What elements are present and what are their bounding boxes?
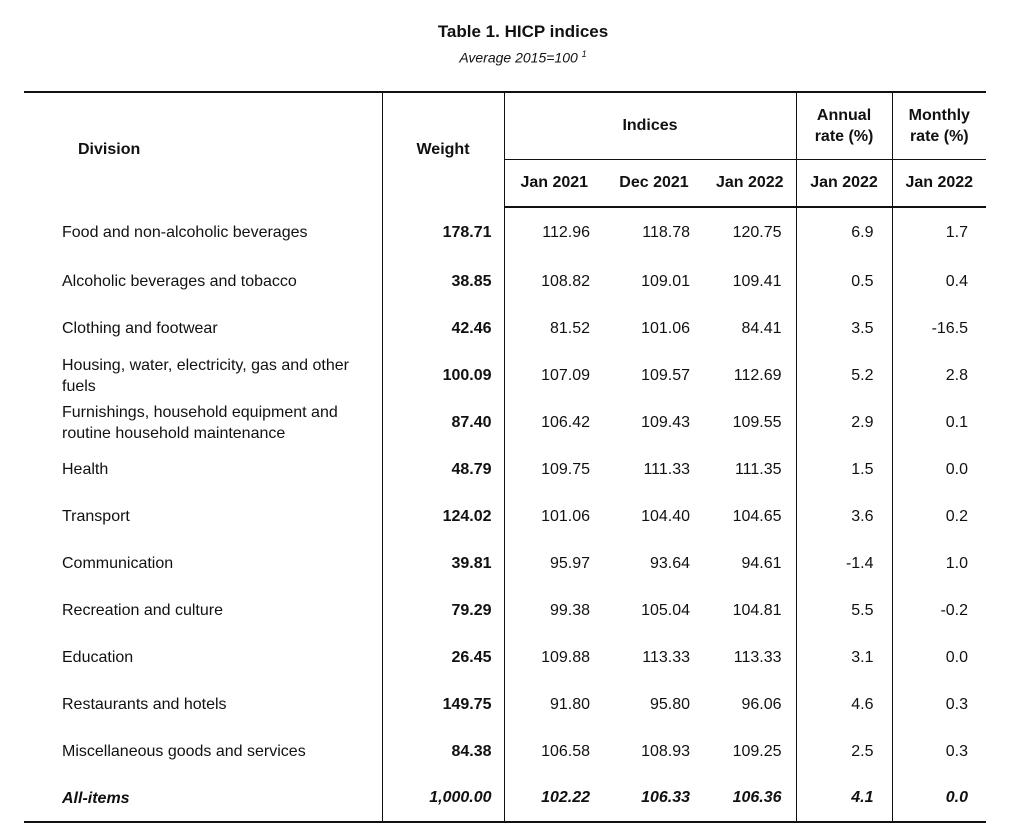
subheader-annual-jan-2022: Jan 2022 [796,160,892,208]
cell-division: Communication [24,540,382,587]
table-row [24,540,986,587]
cell-jan-2021: 101.06 [541,507,590,525]
table-row [24,258,986,305]
cell-division: Furnishings, household equipment and routine household maintenance [24,399,382,446]
cell-monthly-rate: 0.4 [945,272,969,290]
total-row [24,775,986,822]
cell-dec-2021: 101.06 [641,319,690,337]
cell-monthly-rate: 0.3 [945,742,969,760]
cell-annual-rate: 6.9 [796,207,892,258]
header-annual-rate [796,92,892,160]
subheader-jan-2021: Jan 2021 [504,160,604,208]
header-indices: Indices [504,92,796,160]
cell-jan-2021: 102.22 [504,775,604,822]
cell-division: Housing, water, electricity, gas and other fuels [24,352,382,399]
header-annual-line2: rate (%) [814,128,874,145]
cell-dec-2021: 111.33 [643,460,690,478]
cell-dec-2021: 93.64 [649,554,690,572]
cell-jan-2022: 104.65 [704,493,796,540]
cell-monthly-rate: 0.0 [945,460,969,478]
cell-monthly-rate: 0.3 [945,695,969,713]
cell-monthly-rate: 0.2 [945,507,969,525]
cell-division: Recreation and culture [24,587,382,634]
cell-annual-rate: 4.1 [796,775,892,822]
cell-weight: 42.46 [382,305,504,352]
cell-dec-2021: 109.57 [641,366,690,384]
cell-jan-2022: 113.33 [704,634,796,681]
cell-dec-2021: 108.93 [641,742,690,760]
cell-division: Alcoholic beverages and tobacco [24,258,382,305]
cell-jan-2022: 109.41 [704,258,796,305]
cell-annual-rate: 3.1 [796,634,892,681]
cell-dec-2021: 109.01 [641,272,690,290]
cell-division: Clothing and footwear [24,305,382,352]
table-row [24,634,986,681]
table-row [24,446,986,493]
cell-jan-2022: 120.75 [704,207,796,258]
cell-dec-2021: 104.40 [641,507,690,525]
table-row [24,399,986,446]
cell-annual-rate: 5.2 [796,352,892,399]
cell-monthly-rate: -16.5 [931,319,969,337]
cell-annual-rate: 3.6 [796,493,892,540]
table-subtitle [0,49,1024,66]
cell-weight: 178.71 [382,207,504,258]
table-row [24,305,986,352]
cell-division: All-items [24,775,382,822]
cell-jan-2022: 112.69 [704,352,796,399]
cell-monthly-rate: 0.1 [945,413,969,431]
cell-weight: 1,000.00 [382,775,504,822]
cell-division: Health [24,446,382,493]
cell-jan-2021: 95.97 [549,554,590,572]
cell-annual-rate: 1.5 [796,446,892,493]
cell-monthly-rate: 2.8 [945,366,969,384]
cell-jan-2022: 109.25 [704,728,796,775]
footnote-marker: 1 [581,49,587,59]
cell-jan-2022: 104.81 [704,587,796,634]
cell-jan-2022: 96.06 [704,681,796,728]
table-body [24,207,986,822]
cell-weight: 100.09 [382,352,504,399]
cell-jan-2021: 81.52 [549,319,590,337]
cell-jan-2022: 84.41 [704,305,796,352]
cell-division: Food and non-alcoholic beverages [24,207,382,258]
cell-division: Transport [24,493,382,540]
cell-jan-2021: 107.09 [541,366,590,384]
cell-dec-2021: 95.80 [649,695,690,713]
cell-weight: 124.02 [382,493,504,540]
cell-monthly-rate: -0.2 [940,601,969,619]
subheader-dec-2021: Dec 2021 [604,160,704,208]
cell-weight: 84.38 [382,728,504,775]
cell-annual-rate: 0.5 [796,258,892,305]
cell-jan-2022: 106.36 [704,775,796,822]
cell-division: Restaurants and hotels [24,681,382,728]
cell-monthly-rate: 1.0 [945,554,969,572]
subheader-monthly-jan-2022: Jan 2022 [892,160,986,208]
cell-annual-rate: 4.6 [796,681,892,728]
subtitle-text: Average 2015=100 [459,49,578,66]
hicp-table [24,91,986,823]
cell-weight: 39.81 [382,540,504,587]
table-row [24,352,986,399]
header-monthly-line1: Monthly [908,107,970,124]
cell-division: Education [24,634,382,681]
cell-dec-2021: 105.04 [641,601,690,619]
cell-weight: 48.79 [382,446,504,493]
cell-annual-rate: 5.5 [796,587,892,634]
cell-monthly-rate: 1.7 [945,224,969,241]
cell-jan-2022: 94.61 [704,540,796,587]
cell-weight: 87.40 [382,399,504,446]
cell-monthly-rate: 0.0 [892,775,986,822]
cell-dec-2021: 106.33 [604,775,704,822]
cell-dec-2021: 118.78 [642,224,690,241]
cell-weight: 26.45 [382,634,504,681]
header-weight: Weight [382,92,504,207]
cell-jan-2021: 106.58 [541,742,590,760]
cell-annual-rate: 3.5 [796,305,892,352]
cell-annual-rate: 2.9 [796,399,892,446]
cell-annual-rate: -1.4 [796,540,892,587]
header-monthly-rate [892,92,986,160]
subheader-jan-2022: Jan 2022 [704,160,796,208]
cell-jan-2021: 91.80 [549,695,590,713]
table-title: Table 1. HICP indices [437,22,609,41]
cell-dec-2021: 109.43 [641,413,690,431]
header-monthly-line2: rate (%) [909,128,969,145]
cell-weight: 79.29 [382,587,504,634]
table-row [24,587,986,634]
cell-jan-2021: 99.38 [549,601,590,619]
cell-annual-rate: 2.5 [796,728,892,775]
cell-dec-2021: 113.33 [642,648,690,666]
cell-jan-2021: 106.42 [541,413,590,431]
cell-jan-2022: 109.55 [704,399,796,446]
cell-weight: 38.85 [382,258,504,305]
cell-jan-2022: 111.35 [704,446,796,493]
header-division: Division [24,92,382,207]
table-row [24,207,986,258]
cell-division: Miscellaneous goods and services [24,728,382,775]
cell-weight: 149.75 [382,681,504,728]
cell-monthly-rate: 0.0 [945,648,969,666]
table-row [24,681,986,728]
table-row [24,728,986,775]
cell-jan-2021: 108.82 [541,272,590,290]
cell-jan-2021: 109.88 [541,648,590,666]
table-row [24,493,986,540]
cell-jan-2021: 112.96 [542,224,590,241]
header-annual-line1: Annual [816,107,872,124]
cell-jan-2021: 109.75 [541,460,590,478]
